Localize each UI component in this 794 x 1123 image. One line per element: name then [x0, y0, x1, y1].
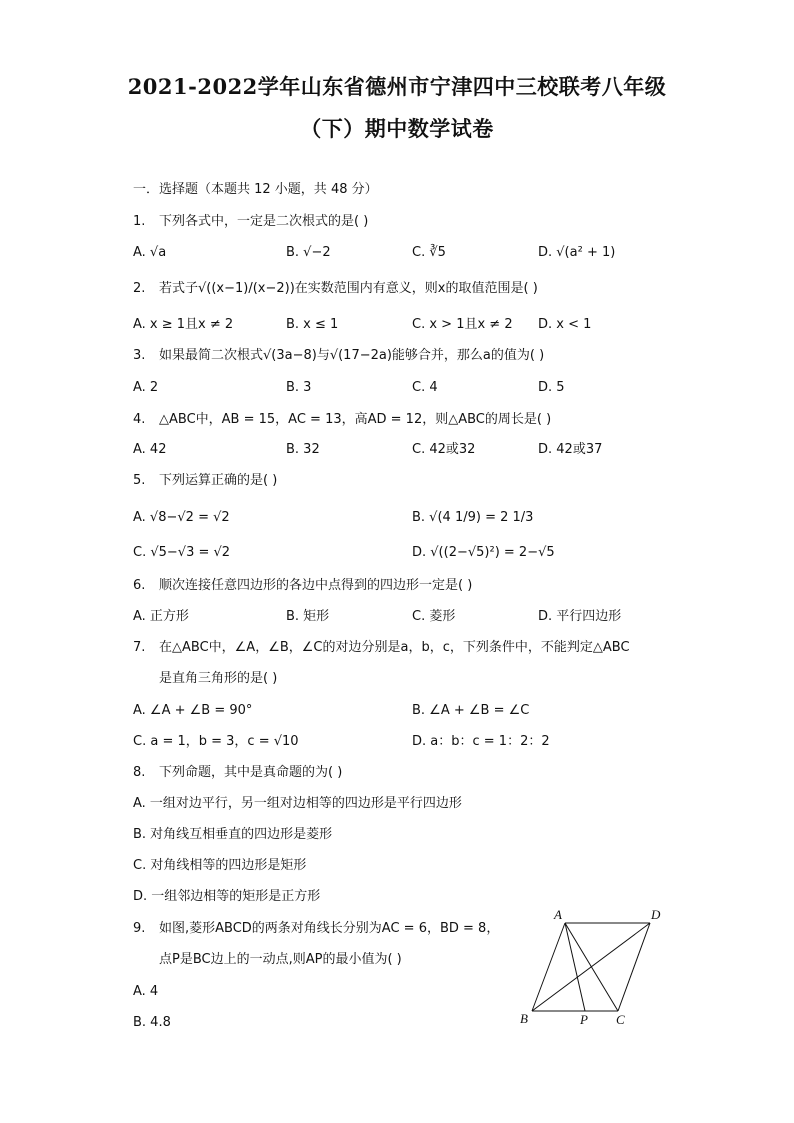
q3-option-b: B. 3 — [286, 380, 312, 395]
label-a: A — [554, 907, 562, 922]
q8-option-c: C. 对角线相等的四边形是矩形 — [133, 858, 307, 873]
q2-option-b: B. x ≤ 1 — [286, 317, 339, 332]
question-number: 2. — [133, 281, 146, 296]
q5-option-d: D. √((2−√5)²) = 2−√5 — [412, 545, 555, 560]
question-3 — [133, 347, 544, 365]
q6-option-c: C. 菱形 — [412, 609, 456, 624]
question-text: 如图,菱形ABCD的两条对角线长分别为AC = 6，BD = 8， — [159, 921, 500, 936]
question-text: 如果最简二次根式√(3a−8)与√(17−2a)能够合并，那么a的值为( ) — [159, 348, 545, 363]
q7-option-c: C. a = 1，b = 3，c = √10 — [133, 734, 299, 749]
q4-option-b: B. 32 — [286, 442, 320, 457]
q6-option-a: A. 正方形 — [133, 609, 189, 624]
question-5 — [133, 472, 277, 490]
question-8 — [133, 764, 342, 782]
q4-option-a: A. 42 — [133, 442, 167, 457]
q1-option-a: A. √a — [133, 245, 167, 260]
q5-option-c: C. √5−√3 = √2 — [133, 545, 231, 560]
question-text: 顺次连接任意四边形的各边中点得到的四边形一定是( ) — [159, 578, 473, 593]
q7-option-d: D. a：b：c = 1：2：2 — [412, 734, 550, 749]
edge-ab — [532, 923, 565, 1011]
question-4 — [133, 411, 551, 429]
q4-option-d: D. 42或37 — [538, 442, 603, 457]
q2-option-a: A. x ≥ 1且x ≠ 2 — [133, 317, 234, 332]
question-7-continued: 是直角三角形的是( ) — [159, 671, 278, 686]
question-9 — [133, 920, 499, 938]
q5-option-a: A. √8−√2 = √2 — [133, 510, 230, 525]
question-7 — [133, 639, 630, 657]
q8-option-a: A. 一组对边平行，另一组对边相等的四边形是平行四边形 — [133, 796, 462, 811]
question-number: 7. — [133, 640, 146, 655]
question-number: 8. — [133, 765, 146, 780]
q8-option-d: D. 一组邻边相等的矩形是正方形 — [133, 889, 321, 904]
question-number: 3. — [133, 348, 146, 363]
question-9-continued: 点P是BC边上的一动点,则AP的最小值为( ) — [159, 952, 402, 967]
q4-option-c: C. 42或32 — [412, 442, 476, 457]
label-p: P — [580, 1012, 588, 1027]
q1-option-b: B. √−2 — [286, 245, 331, 260]
question-text: △ABC中，AB = 15，AC = 13，高AD = 12，则△ABC的周长是( ) — [159, 412, 552, 427]
q3-option-a: A. 2 — [133, 380, 159, 395]
q2-option-d: D. x < 1 — [538, 317, 592, 332]
question-number: 6. — [133, 578, 146, 593]
question-6 — [133, 577, 472, 595]
question-text: 下列运算正确的是( ) — [159, 473, 278, 488]
q3-option-d: D. 5 — [538, 380, 565, 395]
label-b: B — [520, 1011, 528, 1026]
diagonal-bd — [532, 923, 650, 1011]
section-heading: 一．选择题（本题共 12 小题，共 48 分） — [133, 182, 378, 197]
edge-dc — [618, 923, 650, 1011]
q6-option-d: D. 平行四边形 — [538, 609, 622, 624]
title-line-2: （下）期中数学试卷 — [300, 116, 494, 141]
title-line-1: 2021-2022学年山东省德州市宁津四中三校联考八年级 — [127, 74, 667, 99]
q6-option-b: B. 矩形 — [286, 609, 330, 624]
question-number: 9. — [133, 921, 146, 936]
question-text: 在△ABC中，∠A，∠B，∠C的对边分别是a，b，c，下列条件中，不能判定△ABC — [159, 640, 630, 655]
question-number: 4. — [133, 412, 146, 427]
q8-option-b: B. 对角线互相垂直的四边形是菱形 — [133, 827, 333, 842]
q9-option-a: A. 4 — [133, 984, 159, 999]
question-text: 若式子√((x−1)/(x−2))在实数范围内有意义，则x的取值范围是( ) — [159, 281, 538, 296]
question-text: 下列各式中，一定是二次根式的是( ) — [159, 214, 369, 229]
q7-option-a: A. ∠A + ∠B = 90° — [133, 703, 253, 718]
label-d: D — [651, 907, 661, 922]
q1-option-d: D. √(a² + 1) — [538, 245, 616, 260]
question-1 — [133, 213, 368, 231]
q9-option-b: B. 4.8 — [133, 1015, 171, 1030]
q2-option-c: C. x > 1且x ≠ 2 — [412, 317, 513, 332]
label-c: C — [616, 1012, 625, 1027]
rhombus-figure — [510, 905, 670, 1030]
q3-option-c: C. 4 — [412, 380, 438, 395]
question-2 — [133, 280, 538, 298]
segment-ap — [565, 923, 585, 1011]
question-text: 下列命题，其中是真命题的为( ) — [159, 765, 343, 780]
question-number: 1. — [133, 214, 146, 229]
q5-option-b: B. √(4 1/9) = 2 1/3 — [412, 510, 534, 525]
q7-option-b: B. ∠A + ∠B = ∠C — [412, 703, 530, 718]
question-number: 5. — [133, 473, 146, 488]
q1-option-c: C. ∛5 — [412, 245, 446, 260]
